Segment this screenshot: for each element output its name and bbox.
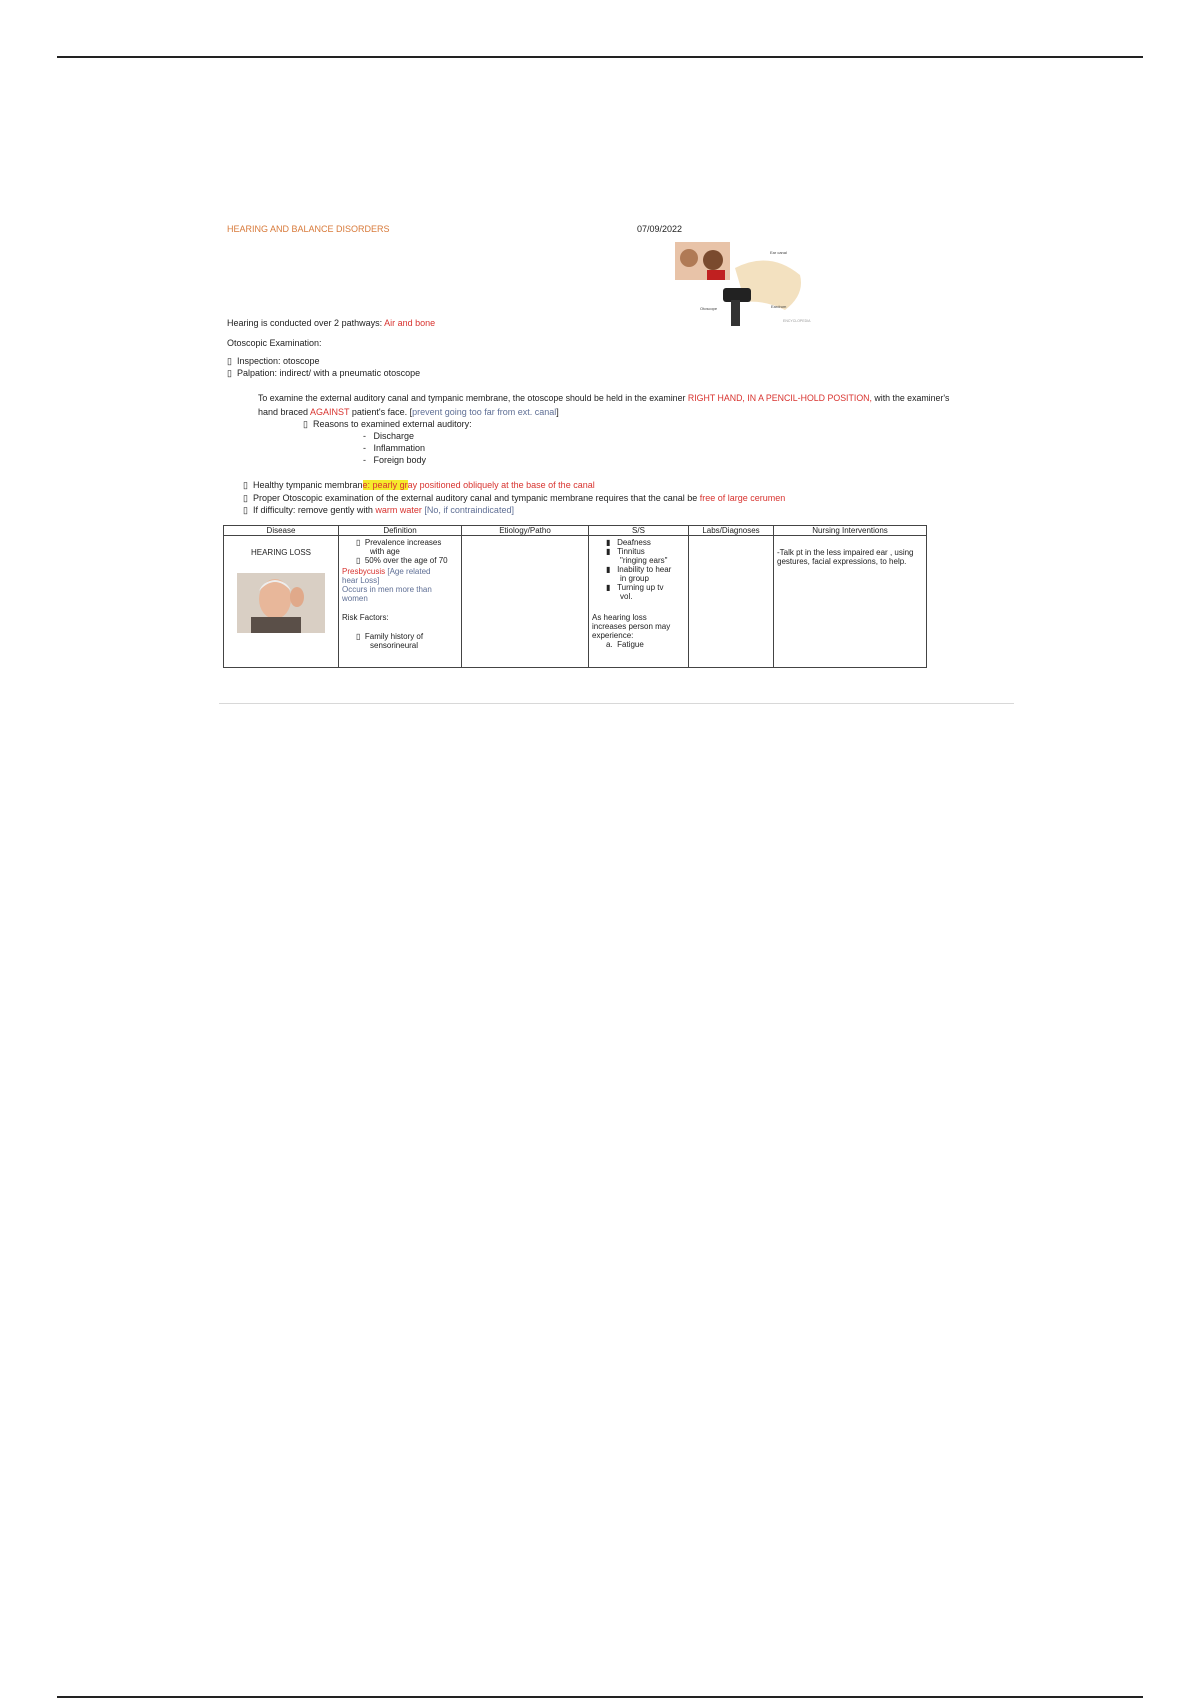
bullet-marker: ▮	[606, 583, 618, 592]
point-emphasis: free of large cerumen	[699, 493, 786, 503]
sweater	[251, 617, 301, 633]
cell-nursing	[774, 536, 927, 668]
bullet-marker: ▯	[356, 632, 365, 641]
figure-label-eardrum: Eardrum	[771, 304, 787, 309]
def-line: women	[342, 594, 368, 603]
paragraph-emphasis: AGAINST	[310, 407, 350, 417]
examiner-head	[680, 249, 698, 267]
paragraph-text: with the examiner's	[871, 393, 950, 403]
elderly-man-photo	[237, 573, 325, 633]
point-difficulty	[243, 505, 514, 516]
point-note: [No, if contraindicated]	[421, 505, 514, 515]
content-bottom-rule	[219, 703, 1014, 704]
ss-text: Tinnitus	[617, 547, 645, 556]
def-line	[342, 556, 458, 565]
bullet-marker: ▯	[303, 419, 308, 429]
ss-line: experience:	[592, 631, 634, 640]
disease-table	[223, 525, 927, 668]
bullet-text: Inspection: otoscope	[237, 356, 320, 366]
reason-text: Discharge	[373, 431, 415, 441]
ss-line: increases person may	[592, 622, 671, 631]
def-text: 50% over the age of 70	[364, 556, 448, 565]
ss-text: Deafness	[617, 538, 651, 547]
otoscopic-heading: Otoscopic Examination:	[227, 338, 322, 348]
ss-line: As hearing loss	[592, 613, 647, 622]
point-proper-exam	[243, 493, 785, 504]
point-text: Healthy tympanic membran	[253, 480, 363, 490]
def-line: hear Loss]	[342, 576, 380, 585]
def-note: [Age related	[385, 567, 431, 576]
patient-shirt	[707, 270, 725, 280]
top-page-rule	[57, 56, 1143, 58]
bullet-marker: ▮	[606, 538, 618, 547]
figure-label-ear-canal: Ear canal	[770, 250, 787, 255]
col-header-definition: Definition	[339, 526, 462, 536]
document-date: 07/09/2022	[637, 224, 683, 234]
bullet-marker: ▯	[227, 356, 232, 366]
ss-line	[592, 547, 685, 556]
col-header-signs-symptoms: S/S	[589, 526, 689, 536]
cell-labs	[689, 536, 774, 668]
bullet-marker: ▮	[606, 547, 618, 556]
reason-text: Inflammation	[373, 443, 426, 453]
bullet-palpation	[227, 368, 420, 379]
figure-label-otoscope: Otoscope	[700, 306, 718, 311]
paragraph-text: hand braced	[258, 407, 311, 417]
point-text: If difficulty: remove gently with	[253, 505, 376, 515]
ss-line	[592, 538, 685, 547]
cell-disease	[224, 536, 339, 668]
ss-text: Fatigue	[617, 640, 644, 649]
cell-definition	[339, 536, 462, 668]
def-line	[342, 632, 458, 641]
bullet-inspection	[227, 356, 320, 367]
point-healthy-membrane	[243, 480, 595, 491]
cell-signs-symptoms	[589, 536, 689, 668]
def-line: sensorineural	[370, 641, 419, 650]
bullet-marker: ▯	[243, 480, 248, 490]
patient-head	[703, 250, 723, 270]
table-row	[224, 536, 927, 668]
risk-factors-label: Risk Factors:	[342, 613, 389, 622]
ss-line: in group	[620, 574, 649, 583]
reason-item: - Discharge	[363, 431, 415, 441]
ss-line: vol.	[620, 592, 633, 601]
pathways-line	[227, 318, 435, 329]
def-line	[342, 567, 458, 576]
disease-name: HEARING LOSS	[250, 548, 311, 557]
highlighted-text: e: pearly gr	[362, 480, 408, 490]
def-line: Occurs in men more than	[342, 585, 432, 594]
point-emphasis: warm water	[375, 505, 422, 515]
ss-line	[592, 583, 685, 592]
exam-paragraph-line-1	[258, 393, 949, 404]
exam-paragraph-line-2	[258, 407, 559, 418]
point-text: Proper Otoscopic examination of the external auditory canal and tympanic membrane requires that the canal be	[253, 493, 700, 503]
reasons-label	[303, 419, 472, 430]
document-title: HEARING AND BALANCE DISORDERS	[227, 224, 390, 234]
otoscope-ear-illustration	[675, 240, 815, 330]
def-line: with age	[370, 547, 400, 556]
ear-canal-drawing	[735, 260, 801, 310]
paragraph-note: prevent going too far from ext. canal	[412, 407, 557, 417]
bullet-text: Palpation: indirect/ with a pneumatic otoscope	[237, 368, 421, 378]
bullet-marker: ▯	[227, 368, 232, 378]
ss-line: "ringing ears"	[620, 556, 668, 565]
nursing-line: gestures, facial expressions, to help.	[777, 557, 907, 566]
reason-item: - Foreign body	[363, 455, 427, 465]
pathways-label: Hearing is conducted over 2 pathways:	[227, 318, 385, 328]
table-header-row	[224, 526, 927, 536]
paragraph-text: patient's face. [	[349, 407, 413, 417]
cupped-hand	[290, 587, 304, 607]
col-header-etiology: Etiology/Patho	[462, 526, 589, 536]
ss-text: Inability to hear	[617, 565, 672, 574]
bullet-marker: ▮	[606, 565, 618, 574]
def-text: Prevalence increases	[364, 538, 442, 547]
figure-credit: ENCYCLOPEDIA	[783, 319, 811, 323]
nursing-line: -Talk pt in the less impaired ear , using	[777, 548, 914, 557]
paragraph-text: To examine the external auditory canal and tympanic membrane, the otoscope should be held in the examiner	[258, 393, 688, 403]
presbycusis-term: Presbycusis	[342, 567, 386, 576]
paragraph-emphasis: RIGHT HAND, IN A PENCIL-HOLD POSITION,	[687, 393, 872, 403]
pathways-value: Air and bone	[384, 318, 436, 328]
bullet-marker: ▯	[243, 505, 248, 515]
bullet-marker: ▯	[243, 493, 248, 503]
reason-text: Foreign body	[373, 455, 427, 465]
otoscope-head-shape	[723, 288, 751, 302]
ss-line	[592, 565, 685, 574]
ss-text: Turning up tv	[617, 583, 664, 592]
reasons-label-text: Reasons to examined external auditory:	[313, 419, 472, 429]
cell-etiology	[462, 536, 589, 668]
col-header-disease: Disease	[224, 526, 339, 536]
reason-item: - Inflammation	[363, 443, 426, 453]
def-line	[342, 538, 458, 547]
bottom-page-rule	[57, 1696, 1143, 1698]
document-page	[215, 200, 1020, 700]
bullet-marker: ▯	[356, 556, 365, 565]
def-text: Family history of	[364, 632, 424, 641]
col-header-nursing: Nursing Interventions	[774, 526, 927, 536]
bullet-marker: a.	[606, 640, 618, 649]
ss-line	[592, 640, 685, 649]
bullet-marker: ▯	[356, 538, 365, 547]
col-header-labs: Labs/Diagnoses	[689, 526, 774, 536]
point-emphasis: ay positioned obliquely at the base of the canal	[407, 480, 595, 490]
otoscope-handle-shape	[731, 300, 740, 326]
paragraph-text: ]	[556, 407, 559, 417]
